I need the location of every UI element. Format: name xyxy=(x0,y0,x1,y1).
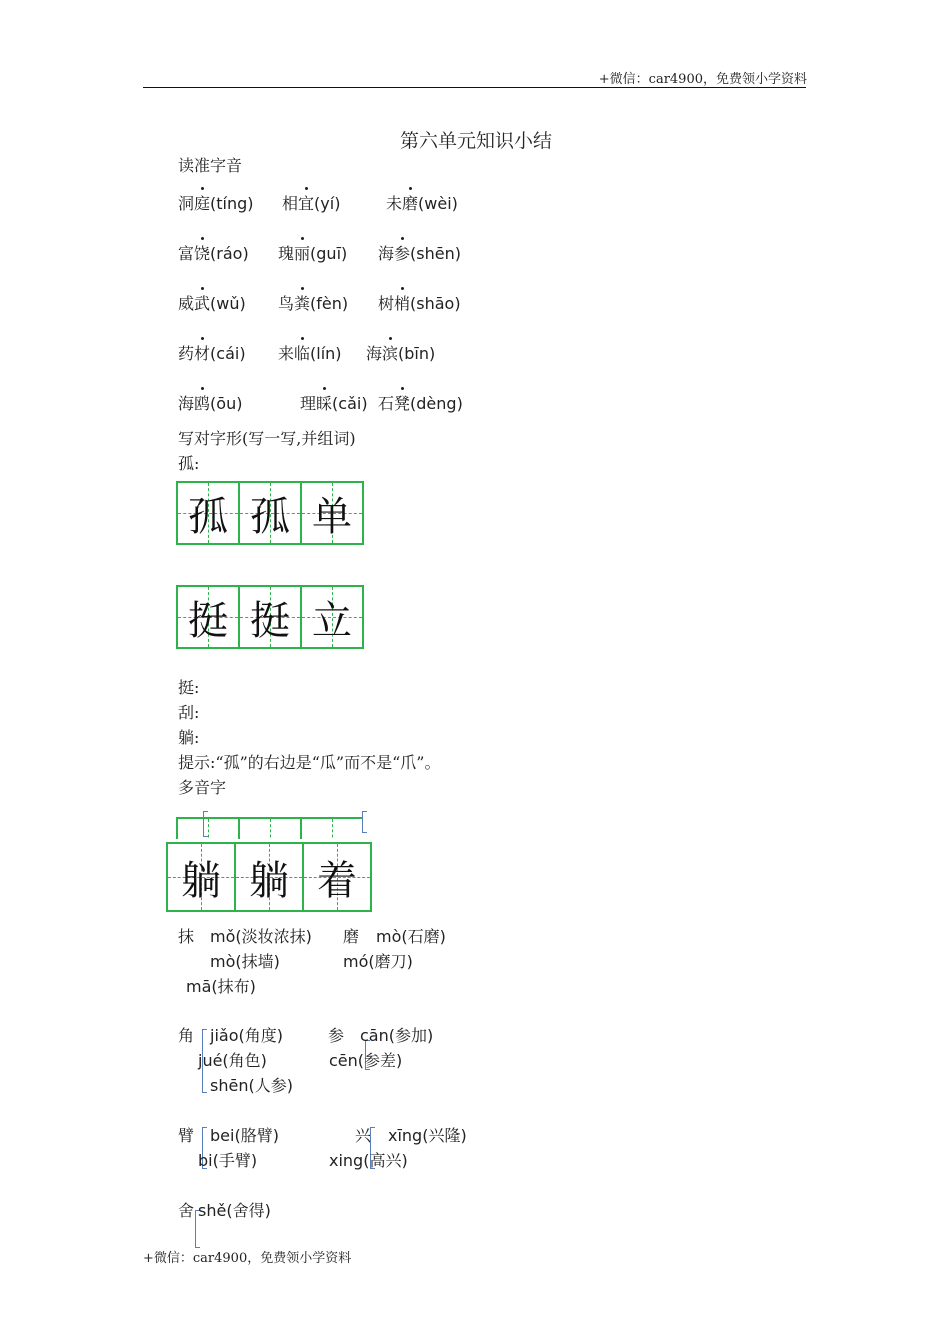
poly-mo2-r1: mò(石磨) xyxy=(376,927,446,946)
label-gu: 孤: xyxy=(178,454,200,473)
poly-char-bi: 臂 xyxy=(178,1126,195,1145)
poly-char-she: 舍 xyxy=(178,1201,195,1220)
pinyin-word: 相宜(yí) xyxy=(282,191,340,214)
label-gua: 刮: xyxy=(178,703,200,722)
grid-cell xyxy=(238,817,302,839)
poly-char-mo2: 磨 xyxy=(343,927,360,946)
pinyin-word: 树梢(shāo) xyxy=(378,291,461,314)
poly-char-can: 参 xyxy=(328,1026,345,1045)
poly-xing-r1: xīng(兴隆) xyxy=(388,1126,467,1145)
grid-cell: 孤 xyxy=(238,481,302,545)
pinyin-word: 来临(lín) xyxy=(278,341,342,364)
pinyin-word: 瑰丽(guī) xyxy=(278,241,347,264)
label-tang: 躺: xyxy=(178,728,200,747)
poly-char-mo: 抹 xyxy=(178,927,195,946)
pinyin-word: 海滨(bīn) xyxy=(366,341,435,364)
page-title: 第六单元知识小结 xyxy=(400,130,553,152)
poly-can-r2: cēn(参差) xyxy=(329,1051,403,1070)
section-heading-pronunciation: 读准字音 xyxy=(178,156,243,175)
poly-char-jiao: 角 xyxy=(178,1026,195,1045)
section-heading-writing: 写对字形(写一写,并组词) xyxy=(178,429,356,448)
poly-can-r1: cān(参加) xyxy=(360,1026,434,1045)
grid-cell: 单 xyxy=(300,481,364,545)
grid-cell: 挺 xyxy=(176,585,240,649)
section-heading-polyphones: 多音字 xyxy=(178,778,227,797)
char-grid-gu xyxy=(176,481,362,545)
bracket-mark xyxy=(362,811,363,833)
pinyin-word: 石凳(dèng) xyxy=(378,391,463,414)
pinyin-word: 鸟粪(fèn) xyxy=(278,291,348,314)
poly-can-r3: shēn(人参) xyxy=(210,1076,293,1095)
poly-mo-r1: mǒ(淡妆浓抹) xyxy=(210,927,312,946)
pinyin-word: 威武(wǔ) xyxy=(178,291,246,314)
grid-cell: 孤 xyxy=(176,481,240,545)
poly-mo-r2: mò(抹墙) xyxy=(210,952,280,971)
pinyin-word: 富饶(ráo) xyxy=(178,241,249,264)
grid-cell xyxy=(300,817,362,839)
grid-cell: 躺 xyxy=(234,842,304,912)
poly-mo2-r2: mó(磨刀) xyxy=(343,952,413,971)
pinyin-word: 理睬(cǎi) xyxy=(300,391,368,414)
pinyin-word: 海鸥(ōu) xyxy=(178,391,242,414)
char-grid-ting xyxy=(176,585,362,649)
grid-cell: 立 xyxy=(300,585,364,649)
pinyin-word: 洞庭(tíng) xyxy=(178,191,254,214)
grid-cell: 躺 xyxy=(166,842,236,912)
poly-char-xing: 兴 xyxy=(355,1126,372,1145)
pinyin-word: 未磨(wèi) xyxy=(386,191,458,214)
bracket-mark xyxy=(195,1210,196,1248)
poly-bi-r1: bei(胳臂) xyxy=(210,1126,279,1145)
poly-jiao-r2: jué(角色) xyxy=(198,1051,267,1070)
grid-cell xyxy=(176,817,240,839)
grid-cell: 着 xyxy=(302,842,372,912)
poly-bi-r2: bi(手臂) xyxy=(198,1151,258,1170)
header-rule xyxy=(143,87,806,88)
poly-mo-r3: mā(抹布) xyxy=(186,977,256,996)
pinyin-word: 海参(shēn) xyxy=(378,241,461,264)
poly-she-r1: shě(舍得) xyxy=(198,1201,271,1220)
poly-jiao-r1: jiǎo(角度) xyxy=(210,1026,283,1045)
header-note: +微信：car4900，免费领小学资料 xyxy=(598,72,807,87)
poly-xing-r2: xing(高兴) xyxy=(329,1151,408,1170)
label-ting: 挺: xyxy=(178,678,200,697)
char-grid-tang xyxy=(166,842,370,912)
spelling-tip: 提示:“孤”的右边是“瓜”而不是“爪”。 xyxy=(178,753,441,772)
bracket-mark xyxy=(203,811,204,837)
grid-cell: 挺 xyxy=(238,585,302,649)
footer-note: +微信：car4900，免费领小学资料 xyxy=(143,1251,352,1266)
pinyin-word: 药材(cái) xyxy=(178,341,246,364)
